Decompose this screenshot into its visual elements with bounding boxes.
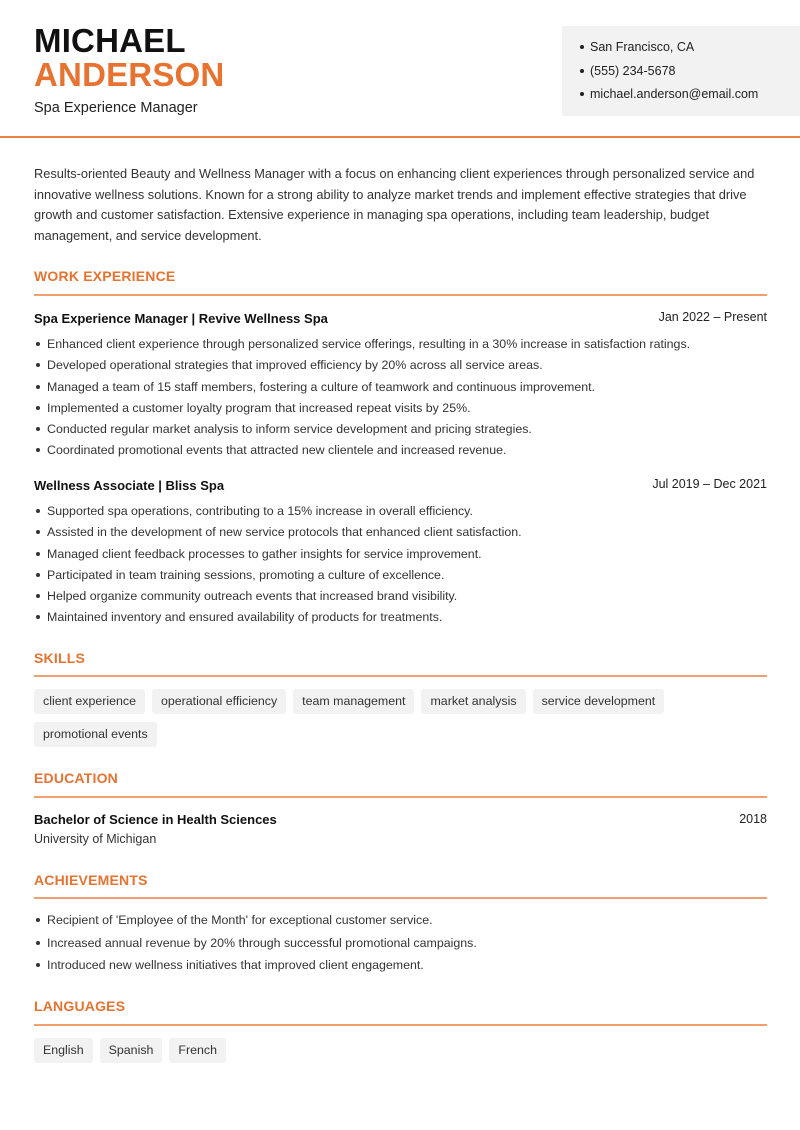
job-title: Spa Experience Manager [34,100,198,116]
list-item: Implemented a customer loyalty program that increased repeat visits by 25%. [34,400,767,421]
languages-heading: LANGUAGES [34,998,126,1014]
last-name: ANDERSON [34,56,225,93]
list-item: Introduced new wellness initiatives that improved client engagement. [34,957,767,980]
job-entry-1 [34,310,767,464]
job-header [34,477,767,497]
contact-location: San Francisco, CA [562,39,800,63]
job-entry-2 [34,477,767,631]
list-item: Conducted regular market analysis to inform service development and pricing strategies. [34,421,767,442]
first-name: MICHAEL [34,22,186,59]
contact-email[interactable]: michael.anderson@email.com [562,86,800,110]
list-item: Enhanced client experience through personalized service offerings, resulting in a 30% increase in satisfaction ratings. [34,336,767,357]
job-date: Jul 2019 – Dec 2021 [652,477,767,491]
education-entry [34,812,767,846]
list-item: Recipient of 'Employee of the Month' for exceptional customer service. [34,912,767,935]
resume-header [0,0,800,138]
list-item: Assisted in the development of new service protocols that enhanced client satisfaction. [34,524,767,545]
education-heading: EDUCATION [34,770,118,786]
work-experience-heading: WORK EXPERIENCE [34,268,176,284]
job-bullets [34,336,767,464]
skill-tag: operational efficiency [152,689,286,714]
list-item: Maintained inventory and ensured availability of products for treatments. [34,609,767,630]
contact-box [562,26,800,116]
skills-heading: SKILLS [34,650,85,666]
skill-tag: service development [533,689,665,714]
job-role: Spa Experience Manager | Revive Wellness Spa [34,311,328,326]
skill-tag: promotional events [34,722,157,747]
list-item: Participated in team training sessions, promoting a culture of excellence. [34,567,767,588]
skills-tags [34,689,767,747]
contact-phone: (555) 234-5678 [562,63,800,87]
education-divider [34,796,767,798]
job-date: Jan 2022 – Present [658,310,767,324]
list-item: Supported spa operations, contributing to a 15% increase in overall efficiency. [34,503,767,524]
skill-tag: client experience [34,689,145,714]
job-role: Wellness Associate | Bliss Spa [34,478,225,493]
list-item: Developed operational strategies that improved efficiency by 20% across all service areas. [34,357,767,378]
list-item: Managed a team of 15 staff members, fostering a culture of teamwork and continuous improvement. [34,379,767,400]
languages-divider [34,1024,767,1026]
list-item: Coordinated promotional events that attracted new clientele and increased revenue. [34,442,767,463]
list-item: Increased annual revenue by 20% through successful promotional campaigns. [34,935,767,958]
school: University of Michigan [34,832,157,846]
skills-divider [34,675,767,677]
job-header [34,310,767,330]
achievements-list [34,912,767,980]
language-tag: English [34,1038,93,1063]
languages-tags [34,1038,767,1063]
work-experience-divider [34,294,767,296]
achievements-heading: ACHIEVEMENTS [34,872,148,888]
language-tag: Spanish [100,1038,163,1063]
skill-tag: team management [293,689,414,714]
achievements-divider [34,897,767,899]
list-item: Helped organize community outreach events that increased brand visibility. [34,588,767,609]
graduation-year: 2018 [739,812,767,826]
skill-tag: market analysis [421,689,525,714]
contact-list [562,26,800,110]
degree: Bachelor of Science in Health Sciences [34,812,277,827]
professional-summary: Results-oriented Beauty and Wellness Manager with a focus on enhancing client experiences through personalized service and innovative wellness solutions. Known for a strong ability to analyze market trends and implement effective strategies that drive growth and customer satisfaction. Extensive experience in managing spa operations, including team leadership, budget management, and service development. [34,166,755,243]
list-item: Managed client feedback processes to gather insights for service improvement. [34,546,767,567]
job-bullets [34,503,767,631]
language-tag: French [169,1038,226,1063]
